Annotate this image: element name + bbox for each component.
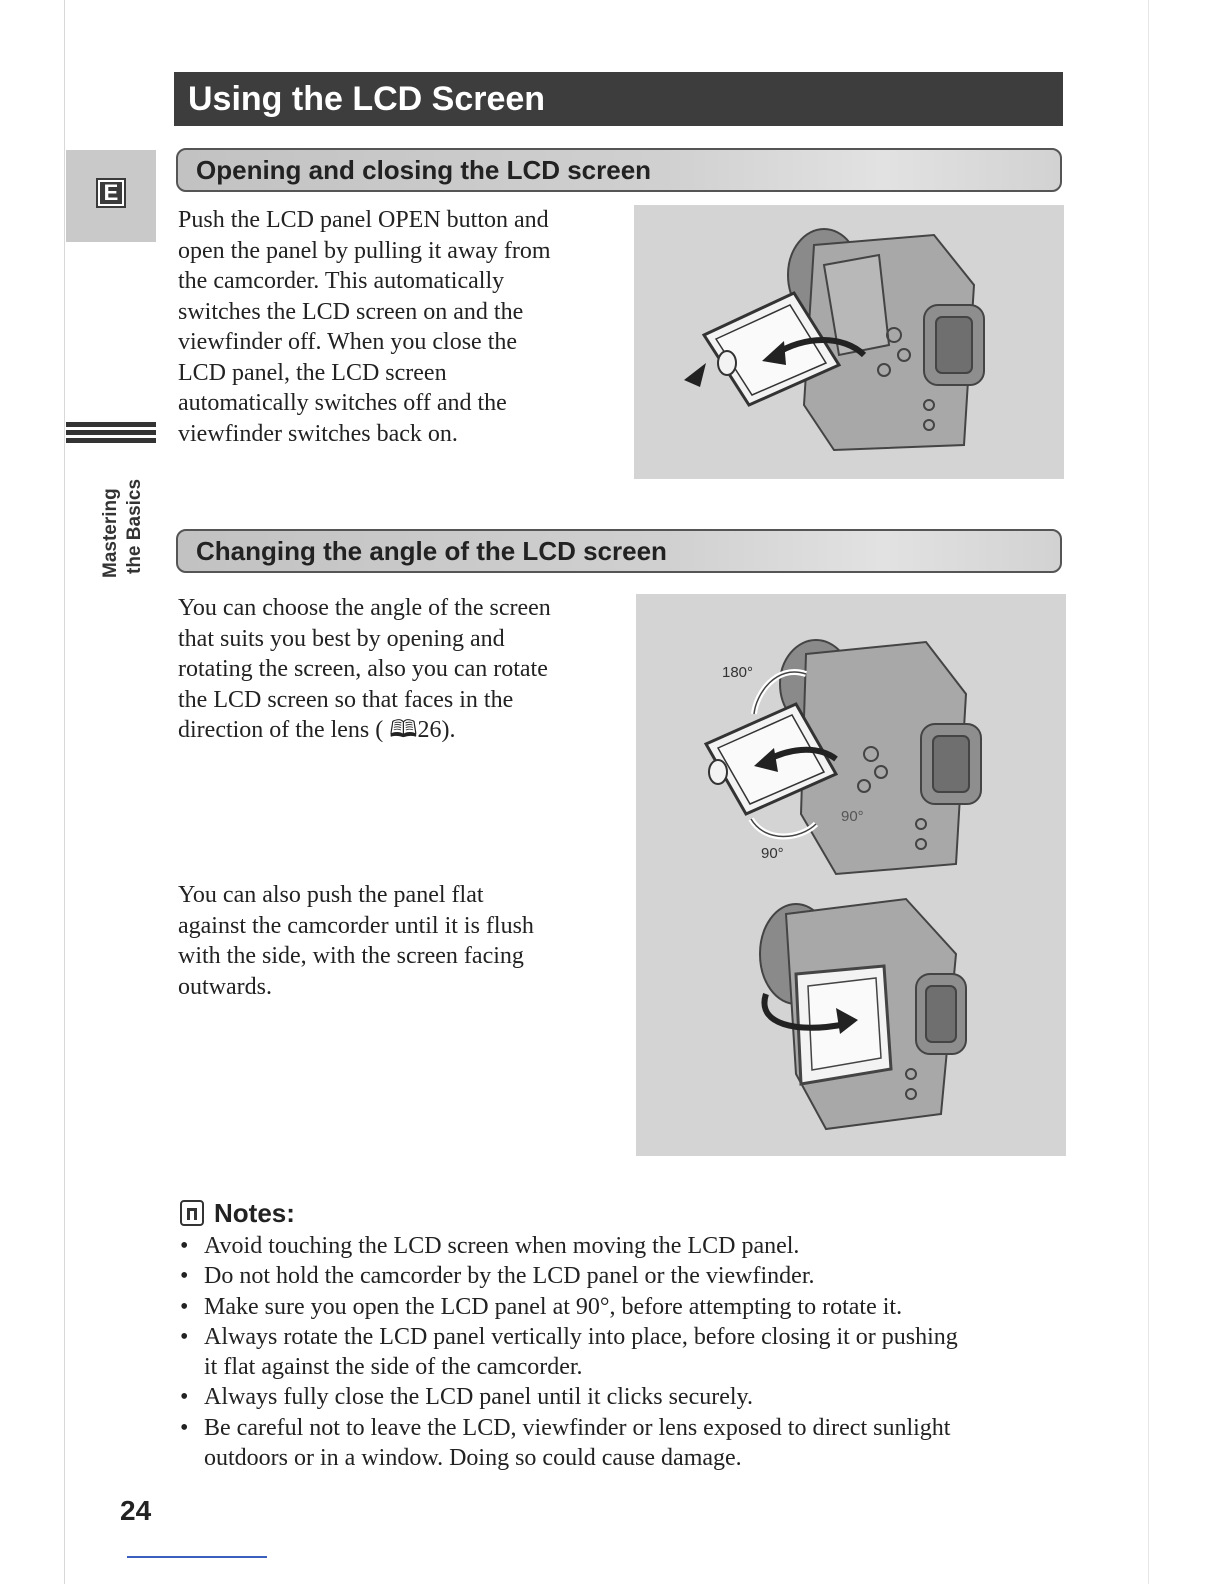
text-line: open the panel by pulling it away from xyxy=(178,237,551,264)
notes-icon xyxy=(180,1200,204,1226)
notes-list xyxy=(178,1231,1058,1473)
notes-title-text: Notes: xyxy=(214,1198,295,1228)
angle-label-90-inner: 90° xyxy=(841,808,864,825)
text-line: You can also push the panel flat xyxy=(178,882,484,908)
page-edge-right xyxy=(1148,0,1149,1584)
footer-rule xyxy=(127,1556,267,1558)
text-line: that suits you best by opening and xyxy=(178,625,505,652)
notes-heading xyxy=(180,1196,295,1230)
note-item: • Always rotate the LCD panel vertically into place, before closing it or pushing xyxy=(178,1322,1058,1352)
section-angle-text xyxy=(178,593,551,746)
text-line: the camcorder. This automatically xyxy=(178,268,505,294)
page-title: Using the LCD Screen xyxy=(174,72,1063,126)
text-line: You can choose the angle of the screen xyxy=(178,595,551,621)
text-line: viewfinder switches back on. xyxy=(178,420,458,447)
text-line: against the camcorder until it is flush xyxy=(178,912,534,939)
note-item: • Make sure you open the LCD panel at 90°, before attempting to rotate it. xyxy=(178,1292,1058,1322)
language-tab-letter: E xyxy=(96,178,126,208)
text-line: automatically switches off and the xyxy=(178,390,507,416)
text-line: with the side, with the screen facing xyxy=(178,943,524,969)
note-item: • Do not hold the camcorder by the LCD panel or the viewfinder. xyxy=(178,1261,1058,1291)
text-line: the LCD screen so that faces in the xyxy=(178,686,514,713)
side-label-line2: the Basics xyxy=(124,478,145,574)
angle-label-90-outer: 90° xyxy=(761,845,784,862)
text-line: switches the LCD screen on and the xyxy=(178,298,524,325)
text-line: direction of the lens ( 🕮26). xyxy=(178,717,456,743)
camcorder-rotation-illustration xyxy=(636,594,1066,1156)
figure-lcd-angle xyxy=(636,594,1066,1156)
angle-label-180: 180° xyxy=(722,664,754,681)
section-heading-angle: Changing the angle of the LCD screen xyxy=(176,529,1062,573)
camcorder-opening-illustration xyxy=(634,205,1064,479)
text-line: rotating the screen, also you can rotate xyxy=(178,656,548,682)
side-bar-line xyxy=(66,438,156,443)
page-number: 24 xyxy=(120,1495,152,1526)
note-item: • Avoid touching the LCD screen when moving the LCD panel. xyxy=(178,1231,1058,1261)
figure-lcd-opening xyxy=(634,205,1064,479)
text-line: LCD panel, the LCD screen xyxy=(178,359,447,386)
note-item: • Be careful not to leave the LCD, viewfinder or lens exposed to direct sunlight xyxy=(178,1413,1058,1443)
side-bar-line xyxy=(66,430,156,435)
section-opening-text xyxy=(178,205,551,449)
note-item-continuation: outdoors or in a window. Doing so could cause damage. xyxy=(204,1445,742,1472)
text-line: Push the LCD panel OPEN button and xyxy=(178,207,549,233)
note-item: • Always fully close the LCD panel until it clicks securely. xyxy=(178,1382,1058,1412)
text-line: viewfinder off. When you close the xyxy=(178,329,518,355)
side-section-label xyxy=(100,460,160,580)
text-line: outwards. xyxy=(178,973,272,1000)
note-item-continuation: it flat against the side of the camcorder. xyxy=(204,1354,583,1381)
side-bar-line xyxy=(66,422,156,427)
section-heading-opening: Opening and closing the LCD screen xyxy=(176,148,1062,192)
side-label-line1: Mastering xyxy=(100,488,121,578)
page-edge-left xyxy=(64,0,65,1584)
section-flush-text xyxy=(178,880,534,1002)
